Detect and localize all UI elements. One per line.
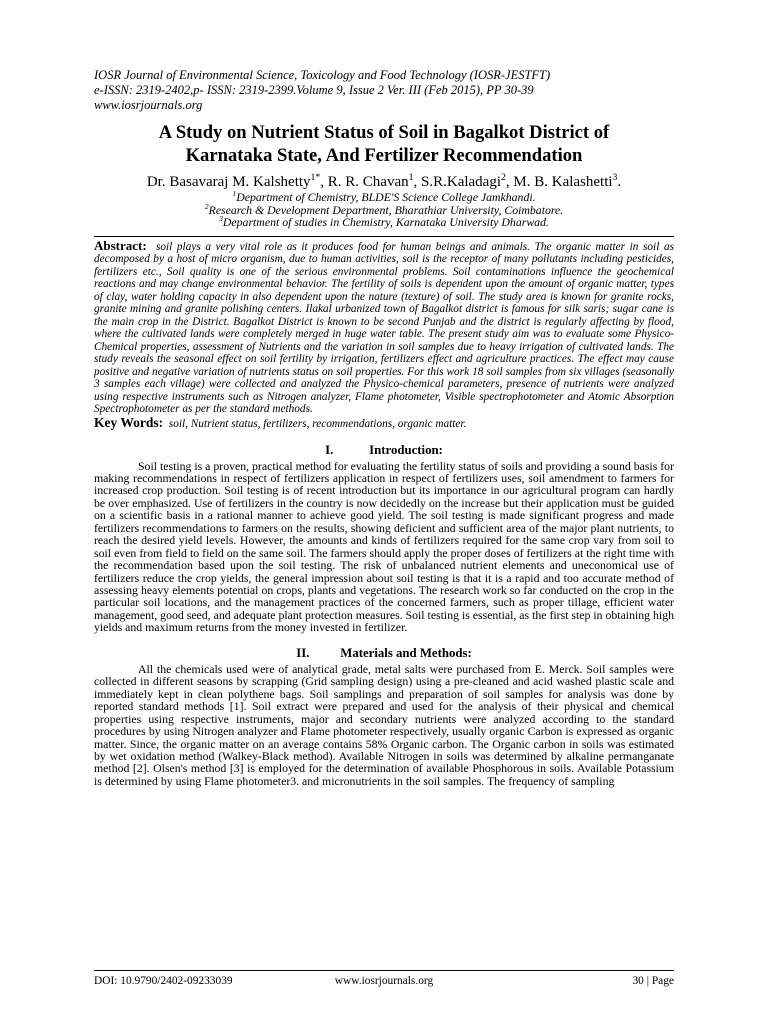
journal-website: www.iosrjournals.org: [94, 98, 203, 112]
author-sep: ,: [505, 174, 514, 190]
paper-page: [94, 68, 674, 787]
section-number: I.: [325, 442, 334, 457]
affiliation-text: Research & Development Department, Bharathiar University, Coimbatore.: [208, 202, 564, 217]
author-sup: 2: [501, 172, 506, 183]
abstract-label: Abstract:: [94, 237, 147, 253]
author-sep: ,: [413, 174, 422, 190]
author-name: Dr. Basavaraj M. Kalshetty: [146, 174, 311, 190]
affiliation-list: [94, 191, 674, 229]
abstract: [94, 237, 674, 416]
footer-page-number: 30 | Page: [632, 975, 674, 987]
author-name: S.R.Kaladagi: [421, 174, 502, 190]
affiliation-text: Department of studies in Chemistry, Karnataka University Dharwad.: [222, 215, 549, 229]
journal-header: [94, 68, 674, 113]
author-name: M. B. Kalashetti: [513, 174, 613, 190]
section-heading-materials-methods: [94, 646, 674, 661]
footer-website: www.iosrjournals.org: [334, 975, 434, 987]
keywords: [94, 416, 674, 431]
keywords-text: soil, Nutrient status, fertilizers, recommendations, organic matter.: [168, 417, 467, 430]
author-name: R. R. Chavan: [327, 174, 409, 190]
author-sup: 1: [408, 172, 414, 183]
author-list: [94, 173, 674, 191]
materials-methods-paragraph: All the chemicals used were of analytical grade, metal salts were purchased from E. Merck. Soil samples were collected in different seasons by scrapping (Grid sampling design) using a pre-cleaned and acid washed plastic scale and immediately kept in clean polythene bags. Soil samplings and preparation of soil samples for analysis was done by reported standard methods [1]. Soil extract were prepared and used for the analysis of their physical and chemical properties using respective instruments, major and secondary nutrients were analyzed according to the standard procedures by using Nitrogen analyzer and Flame photometer respectively, usually organic Carbon is expressed as organic matter. Since, the organic matter on an average contains 58% Organic carbon. The Organic carbon in soils was estimated by wet oxidation method (Walkey-Black method). Available Nitrogen in soils was determined by alkaline permanganate method [2]. Olsen's method [3] is employed for the determination of available Phosphorous in soils. Available Potassium is determined by using Flame photometer3. and micronutrients in the soil samples. The frequency of sampling: [94, 661, 674, 788]
journal-issn: e-ISSN: 2319-2402,p- ISSN: 2319-2399.Volume 9, Issue 2 Ver. III (Feb 2015), PP 30-39: [94, 83, 534, 97]
affiliation-sup: 1: [232, 189, 237, 199]
section-title: Materials and Methods:: [340, 645, 472, 660]
paper-title: [94, 121, 674, 167]
affiliation: [94, 216, 674, 229]
affiliation-text: Department of Chemistry, BLDE'S Science College Jamkhandi.: [236, 190, 536, 204]
abstract-text: soil plays a very vital role as it produces food for human beings and animals. The organic matter in soil as decomposed by a host of micro organism, due to human activities, soil is the receptor of many pollutants including pesticides, fertilizers etc., Soil quality is one of the serious environmental problems. Soil contaminations influence the geochemical reactions and may change environmental behavior. The fertility of soils is dependent upon the amount of organic matter, types of clay, water holding capacity in also dependent upon the nature (texture) of soil. The study area is known for granite rocks, granite mining and granite polishing centers. Ilakal urbanized town of Bagalkot district is famous for silk saris; sugar cane is the main crop in the District. Bagalkot District is known to be second Punjab and the district is regularly affecting by flood, where the cultivated lands were completely merged in huge water table. The present study aim was to evaluate some Physico-Chemical properties, assessment of Nutrients and the variation in soil samples due to heavy irrigation of cultivated lands. The study reveals the seasonal effect on soil fertility by irrigation, fertilizers effect and agriculture practices. The effect may cause positive and negative variation of nutrients status on soil properties. For this work 18 soil samples from six villages (seasonally 3 samples each village) were collected and analyzed the Physico-chemical parameters, presence of nutrients were analyzed using respective instruments such as Nitrogen analyzer, Flame photometer, Visible spectrophotometer and Atomic Absorption Spectrophotometer as per the standard methods.: [94, 240, 674, 415]
section-title: Introduction:: [369, 442, 443, 457]
author-sup: 3: [612, 172, 618, 183]
author-sup: 1*: [310, 172, 321, 183]
introduction-paragraph: Soil testing is a proven, practical method for evaluating the fertility status of soils and providing a sound basis for making recommendations in respect of fertilizers application in respect of fertilizers uses, soil amendment to farmers for increased crop production. Soil testing is of recent introduction but its importance in our agricultural program can hardly be over emphasized. Use of fertilizers in the country is now decidedly on the increase but their application must be guided on a scientific basis in a rational manner to achieve good yield. The soil testing is made significant progress and made fertilizers recommendations to farmers on the results, showing deficient and sufficient area of the major plant nutrients, to reach the desired yield levels. However, the amounts and kinds of fertilizers required for the same crop vary from soil to soil even from field to field on the same soil. The farmers should apply the proper doses of fertilizers at the right time with the recommendation based upon the soil testing. The risk of unbalanced nutrient elements and uneconomical use of fertilizers reduce the crop yields, the general impression about soil testing is that it is a rapid and too accurate method of assessing heavy elements potential on crops, plants and vegetations. The research work so far conducted on the crop in the particular soil locations, and the management practices of the concerned farmers, such as proper tillage, efficient water management, good seed, and adequate plant protection measures. Soil testing is essential, as the first step in obtaining high yields and maximum returns from the money invested in fertilizer.: [94, 458, 674, 635]
title-line-2: Karnataka State, And Fertilizer Recommendation: [185, 145, 583, 166]
title-line-1: A Study on Nutrient Status of Soil in Bagalkot District of: [158, 122, 610, 143]
keywords-label: Key Words:: [94, 414, 164, 430]
author-sep: ,: [320, 174, 328, 190]
journal-name: IOSR Journal of Environmental Science, Toxicology and Food Technology (IOSR-JESTFT): [94, 68, 551, 82]
affiliation-sup: 3: [219, 214, 223, 224]
affiliation-sup: 2: [204, 201, 209, 211]
author-sep: .: [617, 174, 622, 190]
abstract-divider: [94, 236, 674, 237]
section-number: II.: [296, 645, 310, 660]
footer-doi: DOI: 10.9790/2402-09233039: [94, 975, 233, 987]
section-heading-introduction: [94, 443, 674, 458]
page-footer: [94, 970, 674, 987]
